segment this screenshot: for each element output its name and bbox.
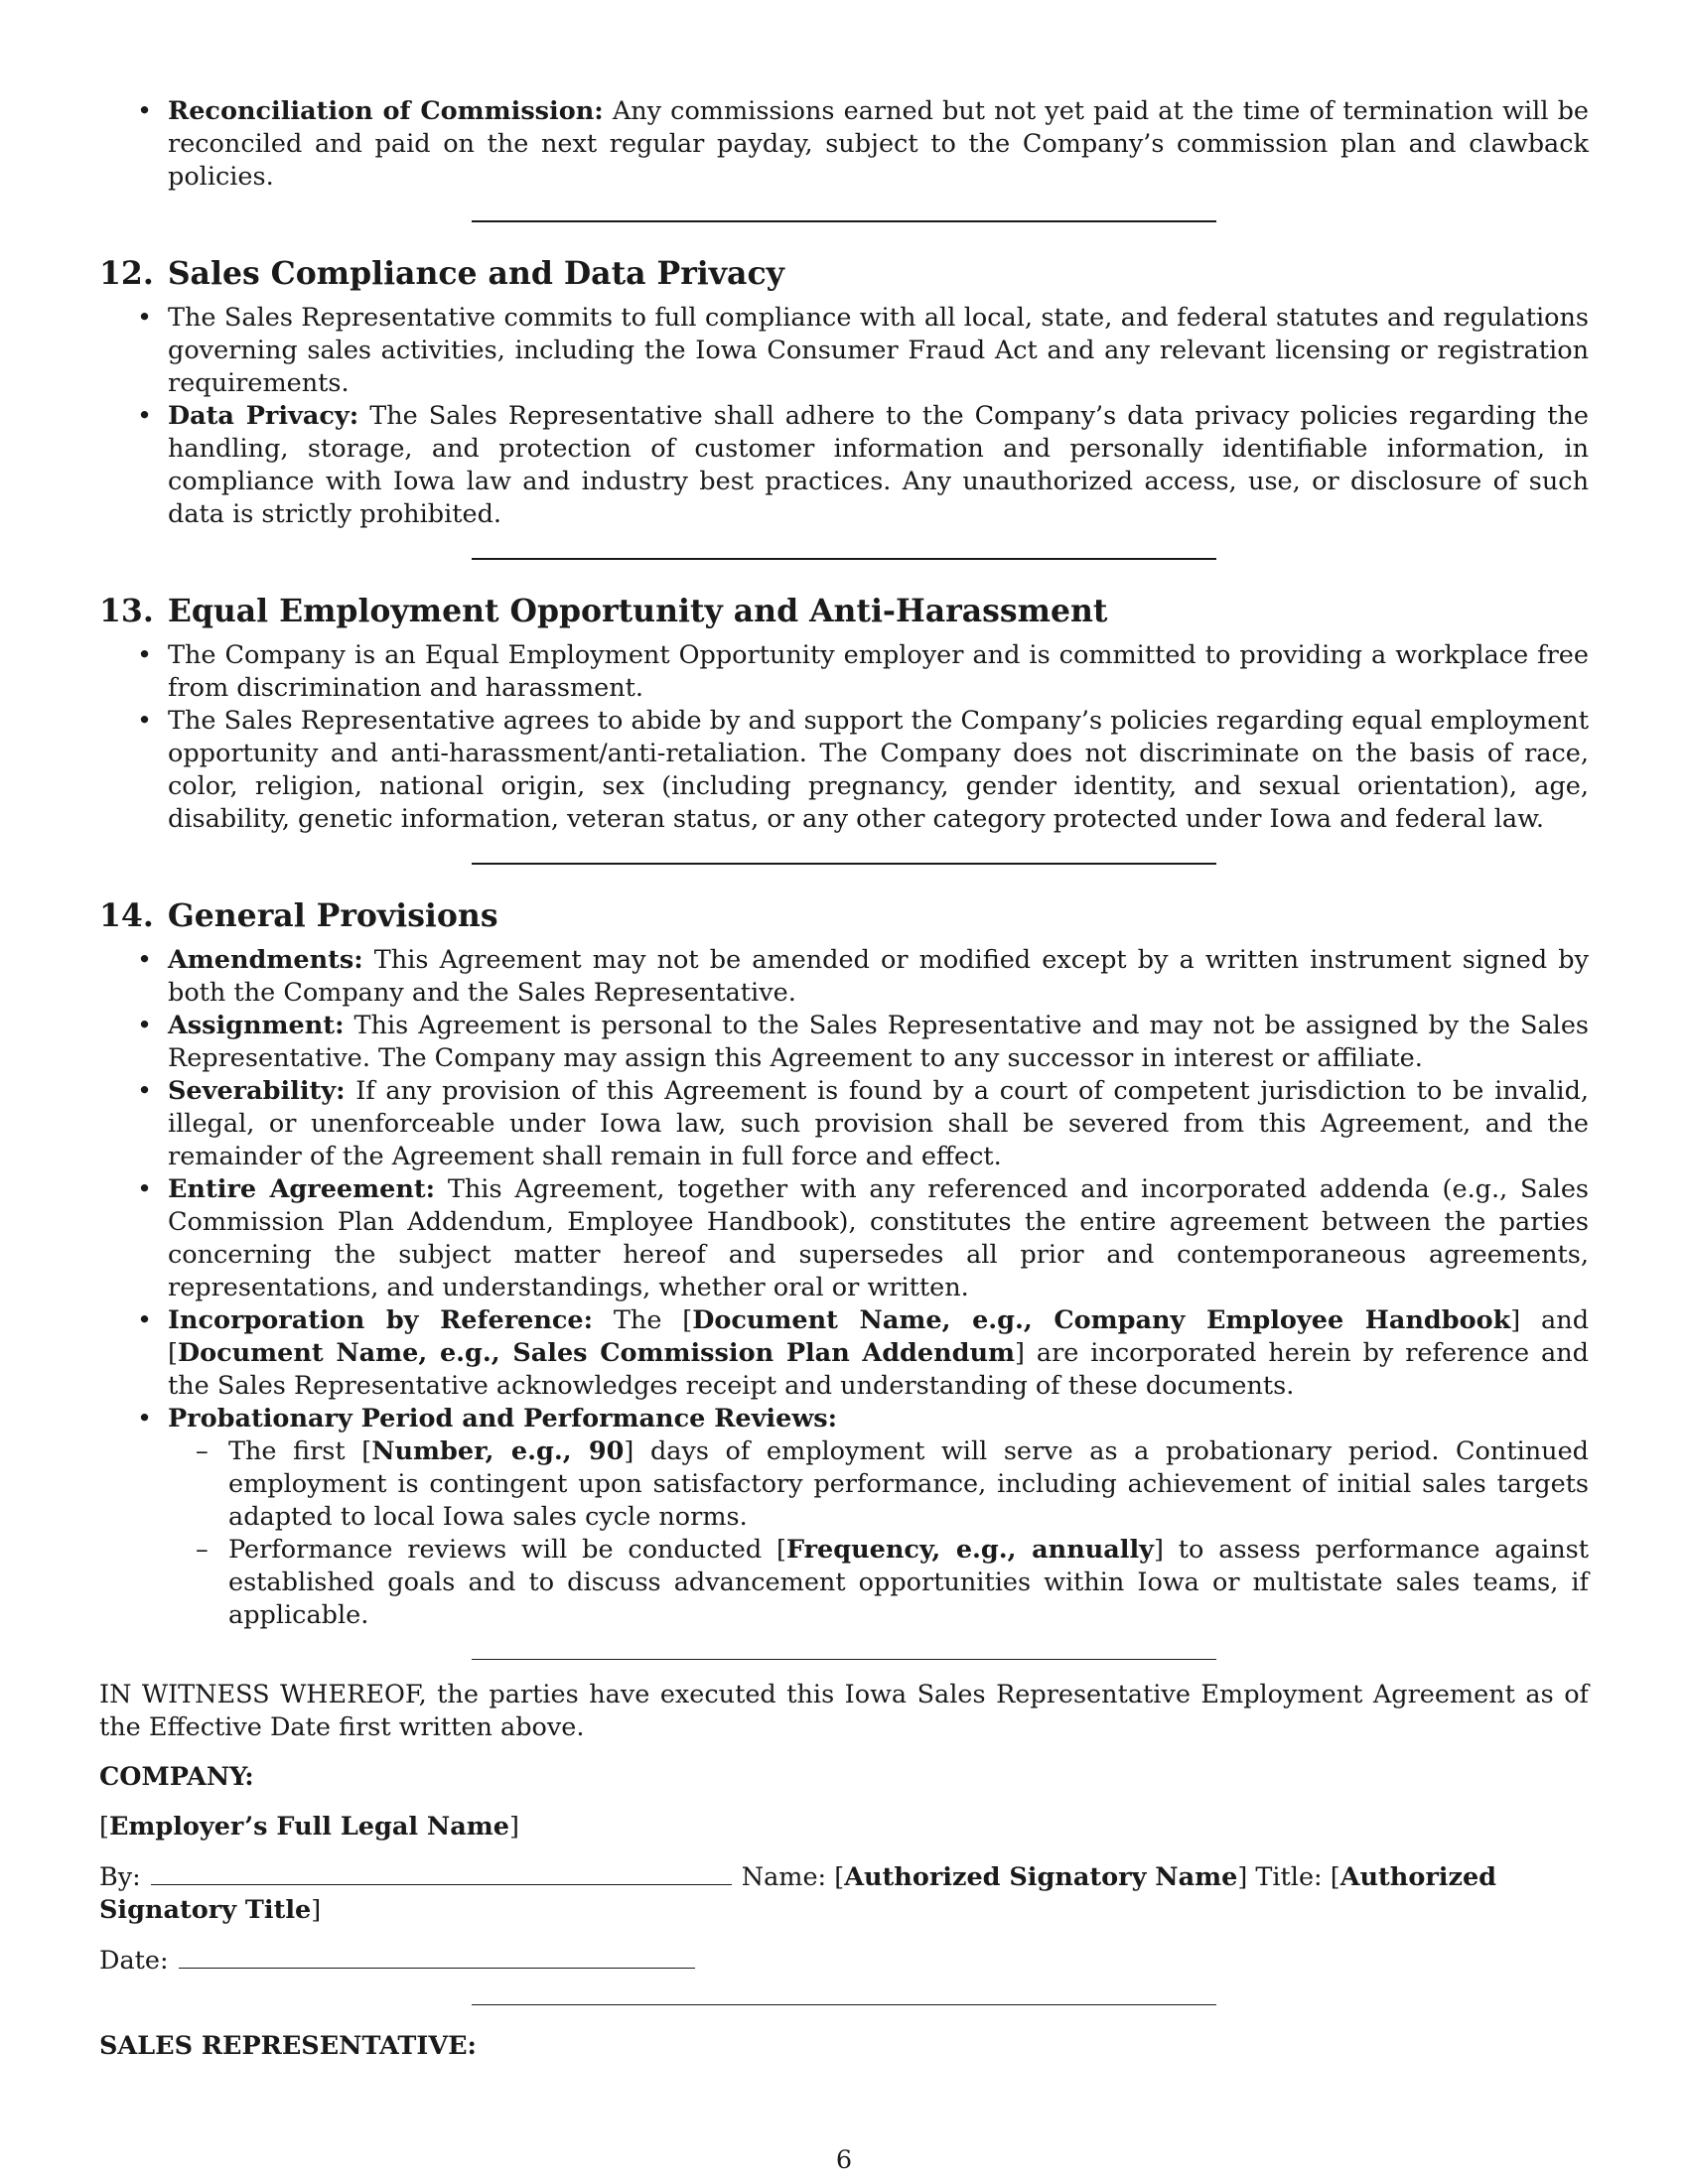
probation-number-placeholder: Number, e.g., 90 — [371, 1436, 625, 1466]
data-privacy-label: Data Privacy: — [168, 401, 359, 431]
sales-rep-label: SALES REPRESENTATIVE: — [99, 2031, 477, 2061]
employer-name-line: [Employer’s Full Legal Name] — [99, 1812, 519, 1842]
entire-agreement-label: Entire Agreement: — [168, 1174, 436, 1204]
data-privacy-item — [99, 400, 1589, 531]
document-page — [99, 95, 1589, 2063]
anti-harassment-item — [99, 705, 1589, 836]
severability-label: Severability: — [168, 1076, 346, 1106]
section-13-title: Equal Employment Opportunity and Anti-Harassment — [167, 593, 1108, 629]
assignment-item — [99, 1010, 1589, 1075]
date-label: Date: — [99, 1946, 169, 1976]
eeo-text: The Company is an Equal Employment Opportunity employer and is committed to providing a workplace free from discrimination and harassment. — [168, 640, 1589, 703]
incorporation-doc1-placeholder: Document Name, e.g., Company Employee Handbook — [692, 1305, 1511, 1335]
section-14-title: General Provisions — [167, 897, 498, 934]
probation-subitem: – The first [Number, e.g., 90] days of employment will serve as a probationary period. Continued employment is contingent upon satisfactory performance, including achievement of initial sales targets adapted to local Iowa sales cycle norms. — [168, 1435, 1589, 1534]
section-13-heading — [99, 592, 1589, 631]
amendments-label: Amendments: — [168, 945, 363, 975]
date-signature-line[interactable] — [179, 1944, 695, 1969]
company-label: COMPANY: — [99, 1762, 254, 1792]
section-13-list — [99, 639, 1589, 836]
severability-text: If any provision of this Agreement is found by a court of competent jurisdiction to be invalid, illegal, or unenforceable under Iowa law, such provision shall be severed from this Agreement, and the remainder of the Agreement shall remain in full force and effect. — [168, 1076, 1589, 1171]
section-14-number: 14. — [99, 897, 154, 934]
authorized-signatory-name: Authorized Signatory Name — [844, 1862, 1238, 1892]
employer-name-placeholder: Employer’s Full Legal Name — [108, 1812, 509, 1842]
data-privacy-text: The Sales Representative shall adhere to the Company’s data privacy policies regarding the handling, storage, and protection of customer information and personally identifiable information, in compliance with Iowa law and industry best practices. Any unauthorized access, use, or disclosure of such data is strictly prohibited. — [168, 401, 1589, 529]
reconciliation-label: Reconciliation of Commission: — [168, 96, 604, 126]
probation-item — [99, 1403, 1589, 1632]
amendments-item — [99, 944, 1589, 1010]
compliance-item — [99, 302, 1589, 400]
witness-text: IN WITNESS WHEREOF, the parties have executed this Iowa Sales Representative Employment Agreement as of the Effective Date first written above. — [99, 1680, 1589, 1742]
severability-item — [99, 1075, 1589, 1173]
eeo-item — [99, 639, 1589, 705]
incorporation-doc2-placeholder: Document Name, e.g., Sales Commission Plan Addendum — [177, 1338, 1015, 1368]
by-label: By: — [99, 1862, 141, 1892]
entire-agreement-item — [99, 1173, 1589, 1304]
amendments-text: This Agreement may not be amended or modified except by a written instrument signed by both the Company and the Sales Representative. — [168, 945, 1590, 1008]
page-number: 6 — [835, 2145, 853, 2175]
section-12-heading — [99, 254, 1589, 294]
incorporation-label: Incorporation by Reference: — [168, 1305, 594, 1335]
section-12-list — [99, 302, 1589, 531]
reconciliation-text: Any commissions earned but not yet paid at the time of termination will be reconciled and paid on the next regular payday, subject to the Company’s commission plan and clawback policies. — [168, 96, 1589, 192]
date-line — [99, 1944, 1589, 1978]
section-12-number: 12. — [99, 255, 154, 292]
compliance-text: The Sales Representative commits to full compliance with all local, state, and federal statutes and regulations governing sales activities, including the Iowa Consumer Fraud Act and any relevant licensing or registration requirements. — [168, 303, 1589, 398]
incorporation-item: • Incorporation by Reference: The [Document Name, e.g., Company Employee Handbook] and [Document Name, e.g., Sales Commission Plan Addendum] are incorporated herein by reference and the Sales Representative acknowledges receipt and understanding of these documents. — [99, 1304, 1589, 1403]
section-14-heading — [99, 896, 1589, 936]
section-12-title: Sales Compliance and Data Privacy — [167, 255, 784, 292]
reconciliation-list — [99, 95, 1589, 194]
incorporation-text: ] are incorporated herein by reference and the Sales Representative acknowledges receipt and understanding of these documents. — [168, 1338, 1590, 1401]
signature-by-line: By: Name: [Authorized Signatory Name] Title: [Authorized Signatory Title] — [99, 1862, 1496, 1925]
probation-label: Probationary Period and Performance Reviews: — [168, 1404, 838, 1433]
assignment-text: This Agreement is personal to the Sales Representative and may not be assigned by the Sales Representative. The Company may assign this Agreement to any successor in interest or affiliate. — [168, 1011, 1589, 1073]
anti-harassment-text: The Sales Representative agrees to abide by and support the Company’s policies regarding equal employment opportunity and anti-harassment/anti-retaliation. The Company does not discriminate on the basis of race, color, religion, national origin, sex (including pregnancy, gender identity, and sexual orientation), age, disability, genetic information, veteran status, or any other category protected under Iowa and federal law. — [168, 706, 1589, 834]
assignment-label: Assignment: — [168, 1011, 345, 1040]
entire-agreement-text: This Agreement, together with any referenced and incorporated addenda (e.g., Sales Commission Plan Addendum, Employee Handbook), constitutes the entire agreement between the parties concerning the subject matter hereof and supersedes all prior and contemporaneous agreements, representations, and understandings, whether oral or written. — [168, 1174, 1589, 1302]
authorized-signatory-title: Authorized Signatory Title — [99, 1862, 1496, 1925]
section-14-list — [99, 944, 1589, 1632]
probation-sublist — [168, 1435, 1589, 1632]
by-signature-line[interactable] — [151, 1860, 732, 1885]
review-subitem: – Performance reviews will be conducted [Frequency, e.g., annually] to assess performance against established goals and to discuss advancement opportunities within Iowa or multistate sales teams, if applicable. — [168, 1534, 1589, 1632]
review-frequency-placeholder: Frequency, e.g., annually — [785, 1535, 1154, 1565]
reconciliation-item — [99, 95, 1589, 194]
section-13-number: 13. — [99, 593, 154, 629]
